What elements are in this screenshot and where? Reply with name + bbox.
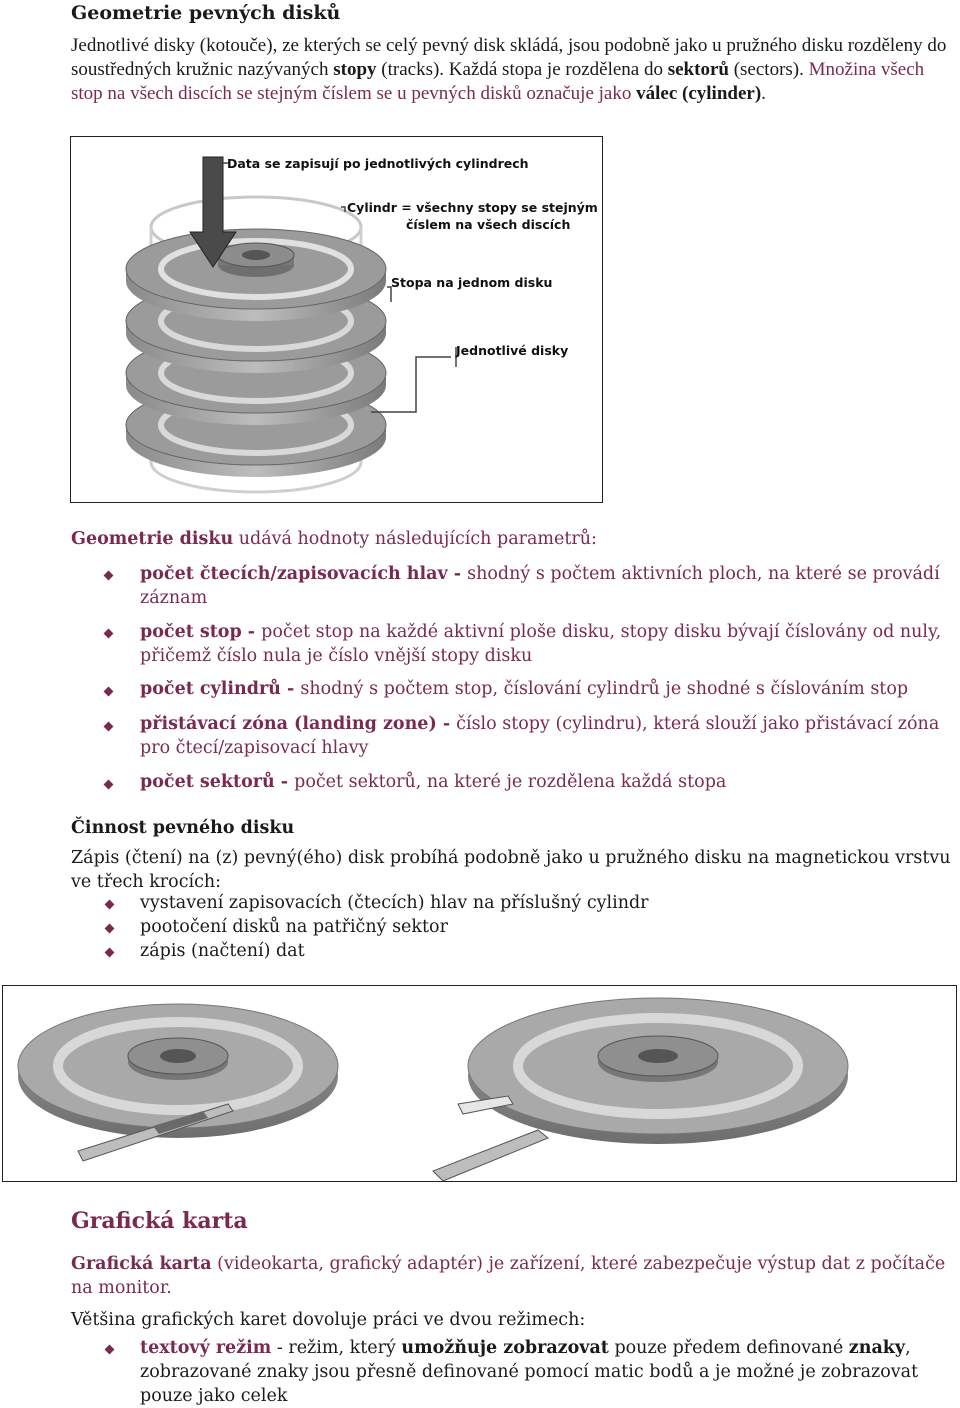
graphics-modes-intro: Většina grafických karet dovoluje práci ve dvou režimech: [71, 1310, 586, 1330]
bullet-icon [105, 1345, 115, 1355]
param-item-heads: počet čtecích/zapisovacích hlav - shodný s počtem aktivních ploch, na které se provádí záznam [140, 564, 940, 608]
label-track-on-one-disk: Stopa na jednom disku [391, 275, 553, 290]
bullet-icon [105, 948, 115, 958]
bullet-icon [104, 722, 114, 732]
geometry-intro-paragraph: Jednotlivé disky (kotouče), ze kterých se celý pevný disk skládá, jsou podobně jako u pružného disku rozděleny do soustředných kružnic nazývaných stopy (tracks). Každá stopa je rozdělena do sektorů (sectors). Množina všech stop na všech discích se stejným číslem se u pevných disků označuje jako válec (cylinder). [71, 35, 947, 104]
activity-paragraph: Zápis (čtení) na (z) pevný(ého) disk probíhá podobně jako u pružného disku na magnetickou vrstvu ve třech krocích: [71, 848, 951, 892]
graphics-mode-text: textový režim - režim, který umožňuje zobrazovat pouze předem definované znaky, zobrazované znaky jsou přesně definované pomocí matic bodů a je možné je zobrazovat pouze jako celek [140, 1338, 919, 1406]
label-cylinder-definition-line1: Cylindr = všechny stopy se stejným [347, 200, 598, 215]
param-item-cylinders: počet cylindrů - shodný s počtem stop, číslování cylindrů je shodné s číslováním stop [140, 679, 909, 699]
label-cylinder-definition-line2: číslem na všech discích [406, 217, 571, 232]
platter-heads-figure [2, 985, 957, 1182]
section-title-graphics-card: Grafická karta [71, 1208, 248, 1234]
graphics-card-paragraph: Grafická karta (videokarta, grafický adaptér) je zařízení, které zabezpečuje výstup dat z počítače na monitor. [71, 1254, 946, 1298]
bullet-icon [104, 687, 114, 697]
section-heading-activity: Činnost pevného disku [71, 818, 295, 838]
param-item-landing-zone: přistávací zóna (landing zone) - číslo stopy (cylindru), která slouží jako přistávací zóna pro čtecí/zapisovací hlavy [140, 714, 940, 758]
param-item-sectors: počet sektorů - počet sektorů, na které je rozdělena každá stopa [140, 772, 727, 792]
geometry-params-intro: Geometrie disku udává hodnoty následujících parametrů: [71, 529, 597, 549]
bullet-icon [105, 924, 115, 934]
activity-step: vystavení zapisovacích (čtecích) hlav na příslušný cylindr [140, 893, 649, 913]
platter-1 [126, 229, 386, 321]
section-heading-geometry: Geometrie pevných disků [71, 2, 341, 24]
bullet-icon [104, 571, 114, 581]
bullet-icon [104, 629, 114, 639]
bullet-icon [105, 900, 115, 910]
bullet-icon [104, 780, 114, 790]
platter-heads-diagram [3, 986, 956, 1181]
activity-step: pootočení disků na patřičný sektor [140, 917, 448, 937]
disk-stack-figure [70, 136, 603, 503]
param-item-tracks: počet stop - počet stop na každé aktivní ploše disku, stopy disku bývají číslovány od nuly, přičemž číslo nula je číslo vnější stopy disku [140, 622, 942, 666]
activity-step: zápis (načtení) dat [140, 941, 305, 961]
disk-stack-diagram [71, 137, 602, 502]
label-individual-disks: Jednotlivé disky [456, 343, 569, 358]
label-data-cylinders: Data se zapisují po jednotlivých cylindrech [227, 156, 529, 171]
